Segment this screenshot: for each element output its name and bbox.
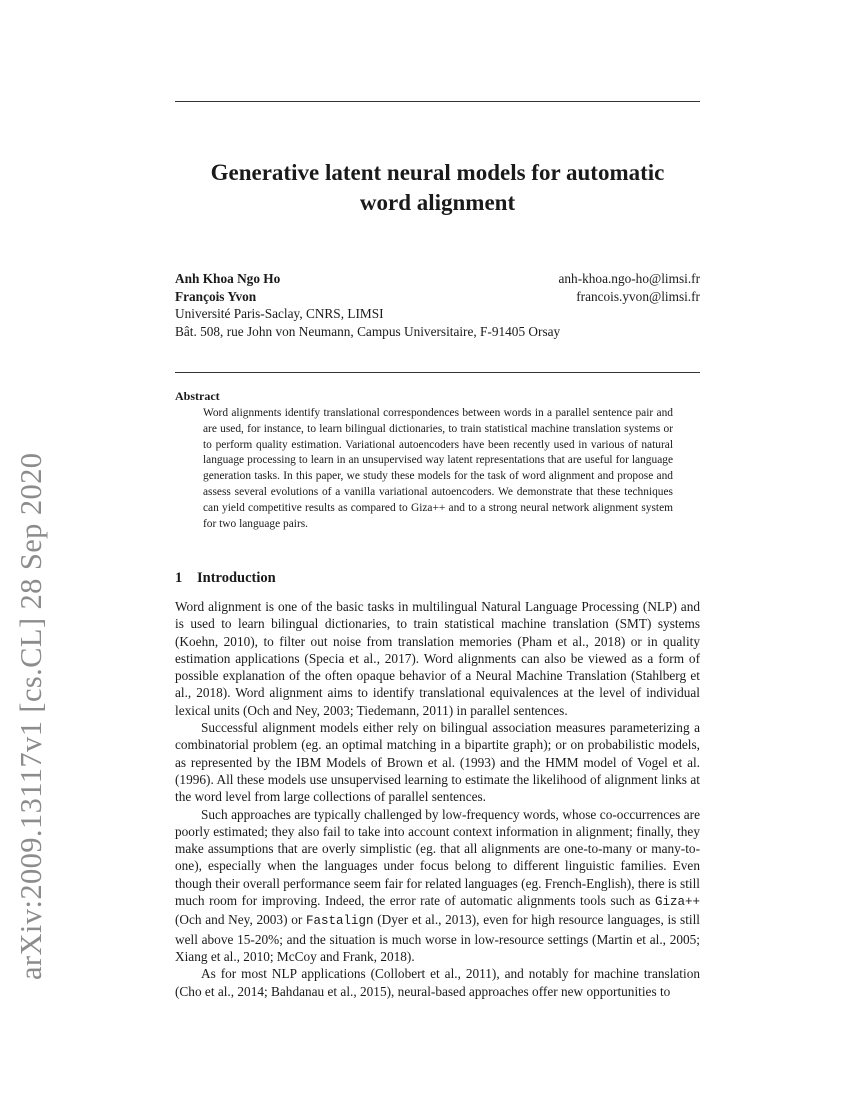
affiliation-line-2: Bât. 508, rue John von Neumann, Campus Universitaire, F-91405 Orsay — [175, 323, 561, 339]
abstract-heading: Abstract — [175, 389, 220, 403]
paragraph: Word alignment is one of the basic tasks in multilingual Natural Language Processing (NLP) and is used to learn bilingual dictionaries, to train statistical machine translation (SMT) systems (Koehn, 2010), to filter out noise from translation memories (Pham et al., 2018) or in quality estimation applications (Specia et al., 2017). Word alignments can also be viewed as a form of possible explanation of the often opaque behavior of a Neural Machine Translation (Stahlberg et al., 2018). Word alignment aims to identify translational equivalences at the level of individual lexical units (Och and Ney, 2003; Tiedemann, 2011) in parallel sentences. — [175, 599, 700, 718]
tool-name-fastalign: Fastalign — [306, 914, 374, 929]
tool-name-giza: Giza++ — [654, 895, 700, 910]
paragraph-text: (Och and Ney, 2003) or — [175, 912, 306, 928]
section-title: Introduction — [197, 570, 276, 586]
paragraph-text: (Dyer et al., 2013), even for high resource languages, is still well above 15-20%; and the situation is much worse in low-resource settings (Martin et al., 2005; Xiang et al., 2010; McCoy and Frank, 2018). — [175, 912, 700, 964]
introduction-body — [175, 598, 700, 1000]
author-block — [175, 270, 700, 340]
paragraph-text: Such approaches are typically challenged by low-frequency words, whose co-occurrences are poorly estimated; they also fail to take into account context information in alignment; finally, they make assumptions that are overly simplistic (eg. that all alignments are one-to-many or many-to-one), especially when the languages under focus belong to different linguistic families. Even though their overall performance seem fair for related languages (eg. French-English), there is still much room for improving. Indeed, the error rate of automatic alignments tools such as — [175, 806, 700, 909]
section-number: 1 — [175, 570, 183, 586]
paragraph — [175, 806, 700, 966]
section-heading — [175, 570, 276, 587]
paper-title — [175, 158, 700, 218]
paragraph: Successful alignment models either rely on bilingual association measures parameterizing a combinatorial problem (eg. an optimal matching in a bipartite graph); or on probabilistic models, as represented by the IBM Models of Brown et al. (1993) and the HMM model of Vogel et al. (1996). All these models use unsupervised learning to estimate the likelihood of alignment links at the word level from large collections of parallel sentences. — [175, 720, 700, 805]
abstract-rule — [175, 372, 700, 373]
abstract-text: Word alignments identify translational correspondences between words in a parallel sentence pair and are used, for instance, to learn bilingual dictionaries, to train statistical machine translation systems or to perform quality estimation. Variational autoencoders have been recently used in various of natural language processing to learn in an unsupervised way latent representations that are useful for language generation tasks. In this paper, we study these models for the task of word alignment and propose and assess several evolutions of a vanilla variational autoencoders. We demonstrate that these techniques can yield competitive results as compared to Giza++ and to a strong neural network alignment system for two language pairs. — [203, 407, 673, 530]
author-row — [175, 288, 700, 306]
author-email[interactable]: francois.yvon@limsi.fr — [576, 288, 700, 304]
author-name: François Yvon — [175, 288, 257, 304]
author-row — [175, 270, 700, 288]
author-name: Anh Khoa Ngo Ho — [175, 271, 281, 286]
author-email[interactable]: anh-khoa.ngo-ho@limsi.fr — [558, 271, 700, 286]
title-line-2: word alignment — [359, 190, 516, 215]
paragraph: As for most NLP applications (Collobert et al., 2011), and notably for machine translation (Cho et al., 2014; Bahdanau et al., 2015), neural-based approaches offer new opportunities to — [175, 966, 700, 999]
top-rule — [175, 101, 700, 102]
title-line-1: Generative latent neural models for automatic — [210, 160, 665, 185]
affiliation-line-1: Université Paris-Saclay, CNRS, LIMSI — [175, 306, 384, 321]
arxiv-stamp: arXiv:2009.13117v1 [cs.CL] 28 Sep 2020 — [14, 452, 48, 980]
